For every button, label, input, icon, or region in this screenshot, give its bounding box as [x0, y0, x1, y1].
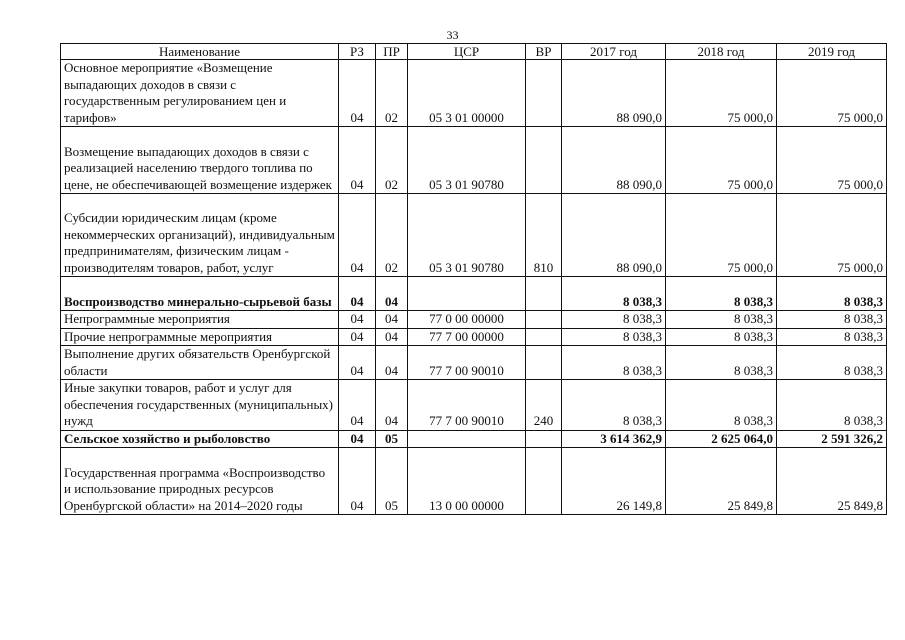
row-rz: 04	[339, 448, 376, 515]
row-2017: 8 038,3	[562, 277, 666, 311]
row-2017: 8 038,3	[562, 380, 666, 431]
header-2019: 2019 год	[777, 44, 887, 60]
page-number: 33	[446, 28, 459, 42]
header-rz: РЗ	[339, 44, 376, 60]
row-name: Сельское хозяйство и рыболовство	[61, 430, 339, 448]
row-2017: 8 038,3	[562, 311, 666, 329]
row-2018: 25 849,8	[666, 448, 777, 515]
row-2018: 75 000,0	[666, 194, 777, 277]
row-pr: 02	[376, 194, 408, 277]
row-2017: 8 038,3	[562, 328, 666, 346]
table-row	[61, 311, 887, 329]
row-rz: 04	[339, 277, 376, 311]
row-rz: 04	[339, 328, 376, 346]
row-pr: 05	[376, 430, 408, 448]
row-name: Субсидии юридическим лицам (кроме некоммерческих организаций), индивидуальным предпринимателям, физическим лицам - производителям товаров, работ, услуг	[61, 194, 339, 277]
table-row	[61, 346, 887, 380]
row-2018: 8 038,3	[666, 311, 777, 329]
row-vr	[526, 430, 562, 448]
row-2017: 88 090,0	[562, 194, 666, 277]
row-2017: 8 038,3	[562, 346, 666, 380]
header-2018: 2018 год	[666, 44, 777, 60]
row-2019: 8 038,3	[777, 380, 887, 431]
row-name: Непрограммные мероприятия	[61, 311, 339, 329]
row-2018: 8 038,3	[666, 380, 777, 431]
row-vr	[526, 311, 562, 329]
row-2017: 88 090,0	[562, 127, 666, 194]
row-rz: 04	[339, 311, 376, 329]
row-csr: 77 7 00 90010	[408, 380, 526, 431]
row-vr	[526, 277, 562, 311]
row-csr: 05 3 01 90780	[408, 194, 526, 277]
row-name: Государственная программа «Воспроизводство и использование природных ресурсов Оренбургской области» на 2014–2020 годы	[61, 448, 339, 515]
row-pr: 04	[376, 346, 408, 380]
table-row	[61, 194, 887, 277]
row-2019: 2 591 326,2	[777, 430, 887, 448]
row-pr: 04	[376, 380, 408, 431]
row-vr	[526, 328, 562, 346]
table-row	[61, 127, 887, 194]
row-2018: 75 000,0	[666, 127, 777, 194]
row-2018: 75 000,0	[666, 60, 777, 127]
header-pr: ПР	[376, 44, 408, 60]
row-2019: 75 000,0	[777, 127, 887, 194]
row-csr: 77 7 00 90010	[408, 346, 526, 380]
row-pr: 04	[376, 311, 408, 329]
row-name: Основное мероприятие «Возмещение выпадающих доходов в связи с государственным регулированием цен и тарифов»	[61, 60, 339, 127]
row-vr	[526, 346, 562, 380]
budget-table	[60, 43, 887, 515]
row-rz: 04	[339, 194, 376, 277]
row-2019: 25 849,8	[777, 448, 887, 515]
row-2017: 3 614 362,9	[562, 430, 666, 448]
row-rz: 04	[339, 346, 376, 380]
row-csr	[408, 277, 526, 311]
table-row	[61, 448, 887, 515]
row-name: Выполнение других обязательств Оренбургской области	[61, 346, 339, 380]
row-2018: 8 038,3	[666, 346, 777, 380]
row-name: Прочие непрограммные мероприятия	[61, 328, 339, 346]
row-2019: 8 038,3	[777, 328, 887, 346]
row-vr	[526, 127, 562, 194]
row-2018: 2 625 064,0	[666, 430, 777, 448]
header-name: Наименование	[61, 44, 339, 60]
table-row	[61, 277, 887, 311]
header-csr: ЦСР	[408, 44, 526, 60]
row-csr: 77 7 00 00000	[408, 328, 526, 346]
row-vr	[526, 448, 562, 515]
row-csr: 77 0 00 00000	[408, 311, 526, 329]
row-csr: 13 0 00 00000	[408, 448, 526, 515]
row-csr	[408, 430, 526, 448]
row-rz: 04	[339, 380, 376, 431]
row-2018: 8 038,3	[666, 328, 777, 346]
table-row	[61, 430, 887, 448]
table-header-row	[61, 44, 887, 60]
row-pr: 02	[376, 60, 408, 127]
row-name: Воспроизводство минерально-сырьевой базы	[61, 277, 339, 311]
row-2019: 75 000,0	[777, 194, 887, 277]
row-2019: 8 038,3	[777, 277, 887, 311]
row-vr	[526, 60, 562, 127]
row-2019: 8 038,3	[777, 346, 887, 380]
table-row	[61, 380, 887, 431]
row-2019: 8 038,3	[777, 311, 887, 329]
row-2017: 26 149,8	[562, 448, 666, 515]
row-pr: 04	[376, 277, 408, 311]
header-vr: ВР	[526, 44, 562, 60]
row-pr: 04	[376, 328, 408, 346]
row-pr: 02	[376, 127, 408, 194]
header-2017: 2017 год	[562, 44, 666, 60]
row-rz: 04	[339, 127, 376, 194]
row-2017: 88 090,0	[562, 60, 666, 127]
row-csr: 05 3 01 90780	[408, 127, 526, 194]
row-csr: 05 3 01 00000	[408, 60, 526, 127]
row-name: Возмещение выпадающих доходов в связи с реализацией населению твердого топлива по цене, не обеспечивающей возмещение издержек	[61, 127, 339, 194]
row-rz: 04	[339, 60, 376, 127]
row-pr: 05	[376, 448, 408, 515]
row-2019: 75 000,0	[777, 60, 887, 127]
row-2018: 8 038,3	[666, 277, 777, 311]
row-name: Иные закупки товаров, работ и услуг для обеспечения государственных (муниципальных) нужд	[61, 380, 339, 431]
table-row	[61, 328, 887, 346]
row-rz: 04	[339, 430, 376, 448]
row-vr: 810	[526, 194, 562, 277]
table-row	[61, 60, 887, 127]
row-vr: 240	[526, 380, 562, 431]
